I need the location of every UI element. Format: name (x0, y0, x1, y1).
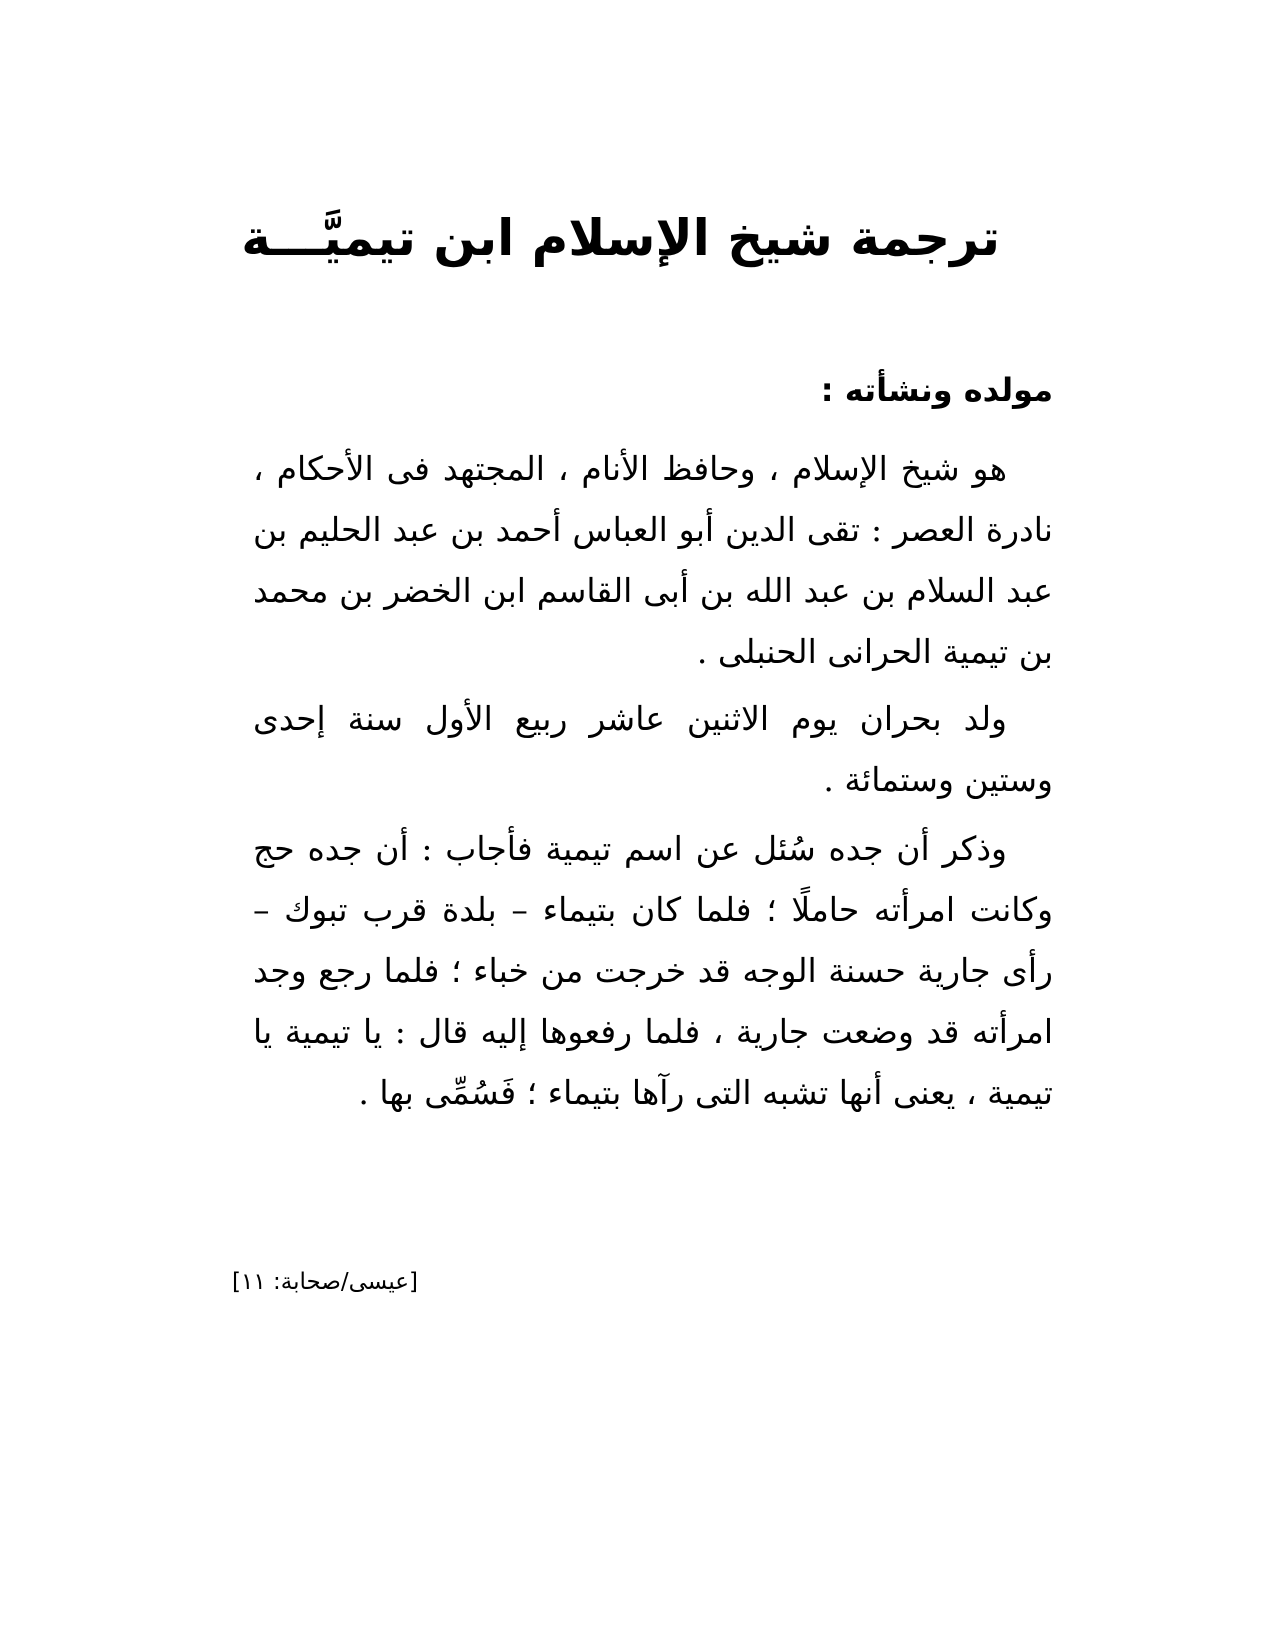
section-heading: مولده ونشأته : (820, 371, 1053, 409)
page-footer-marker: [عيسى/صحابة: ١١] (232, 1269, 418, 1295)
paragraph-biography: هو شيخ الإسلام ، وحافظ الأنام ، المجتهد فى الأحكام ، نادرة العصر : تقى الدين أبو العباس أحمد بن عبد الحليم بن عبد السلام بن عبد الله بن أبى القاسم ابن الخضر بن محمد بن تيمية الحرانى الحنبلى . (253, 449, 1053, 671)
paragraph-name-origin: وذكر أن جده سُئل عن اسم تيمية فأجاب : أن جده حج وكانت امرأته حاملًا ؛ فلما كان بتيماء – بلدة قرب تبوك – رأى جارية حسنة الوجه قد خرجت من خباء ؛ فلما رجع وجد امرأته قد وضعت جارية ، فلما رفعوها إليه قال : يا تيمية يا تيمية ، يعنى أنها تشبه التى رآها بتيماء ؛ فَسُمِّى بها . (253, 829, 1053, 1112)
paragraph-birth: ولد بحران يوم الاثنين عاشر ربيع الأول سنة إحدى وستين وستمائة . (253, 699, 1053, 799)
page-title: ترجمة شيخ الإسلام ابن تيميَّـــة (241, 209, 1000, 267)
